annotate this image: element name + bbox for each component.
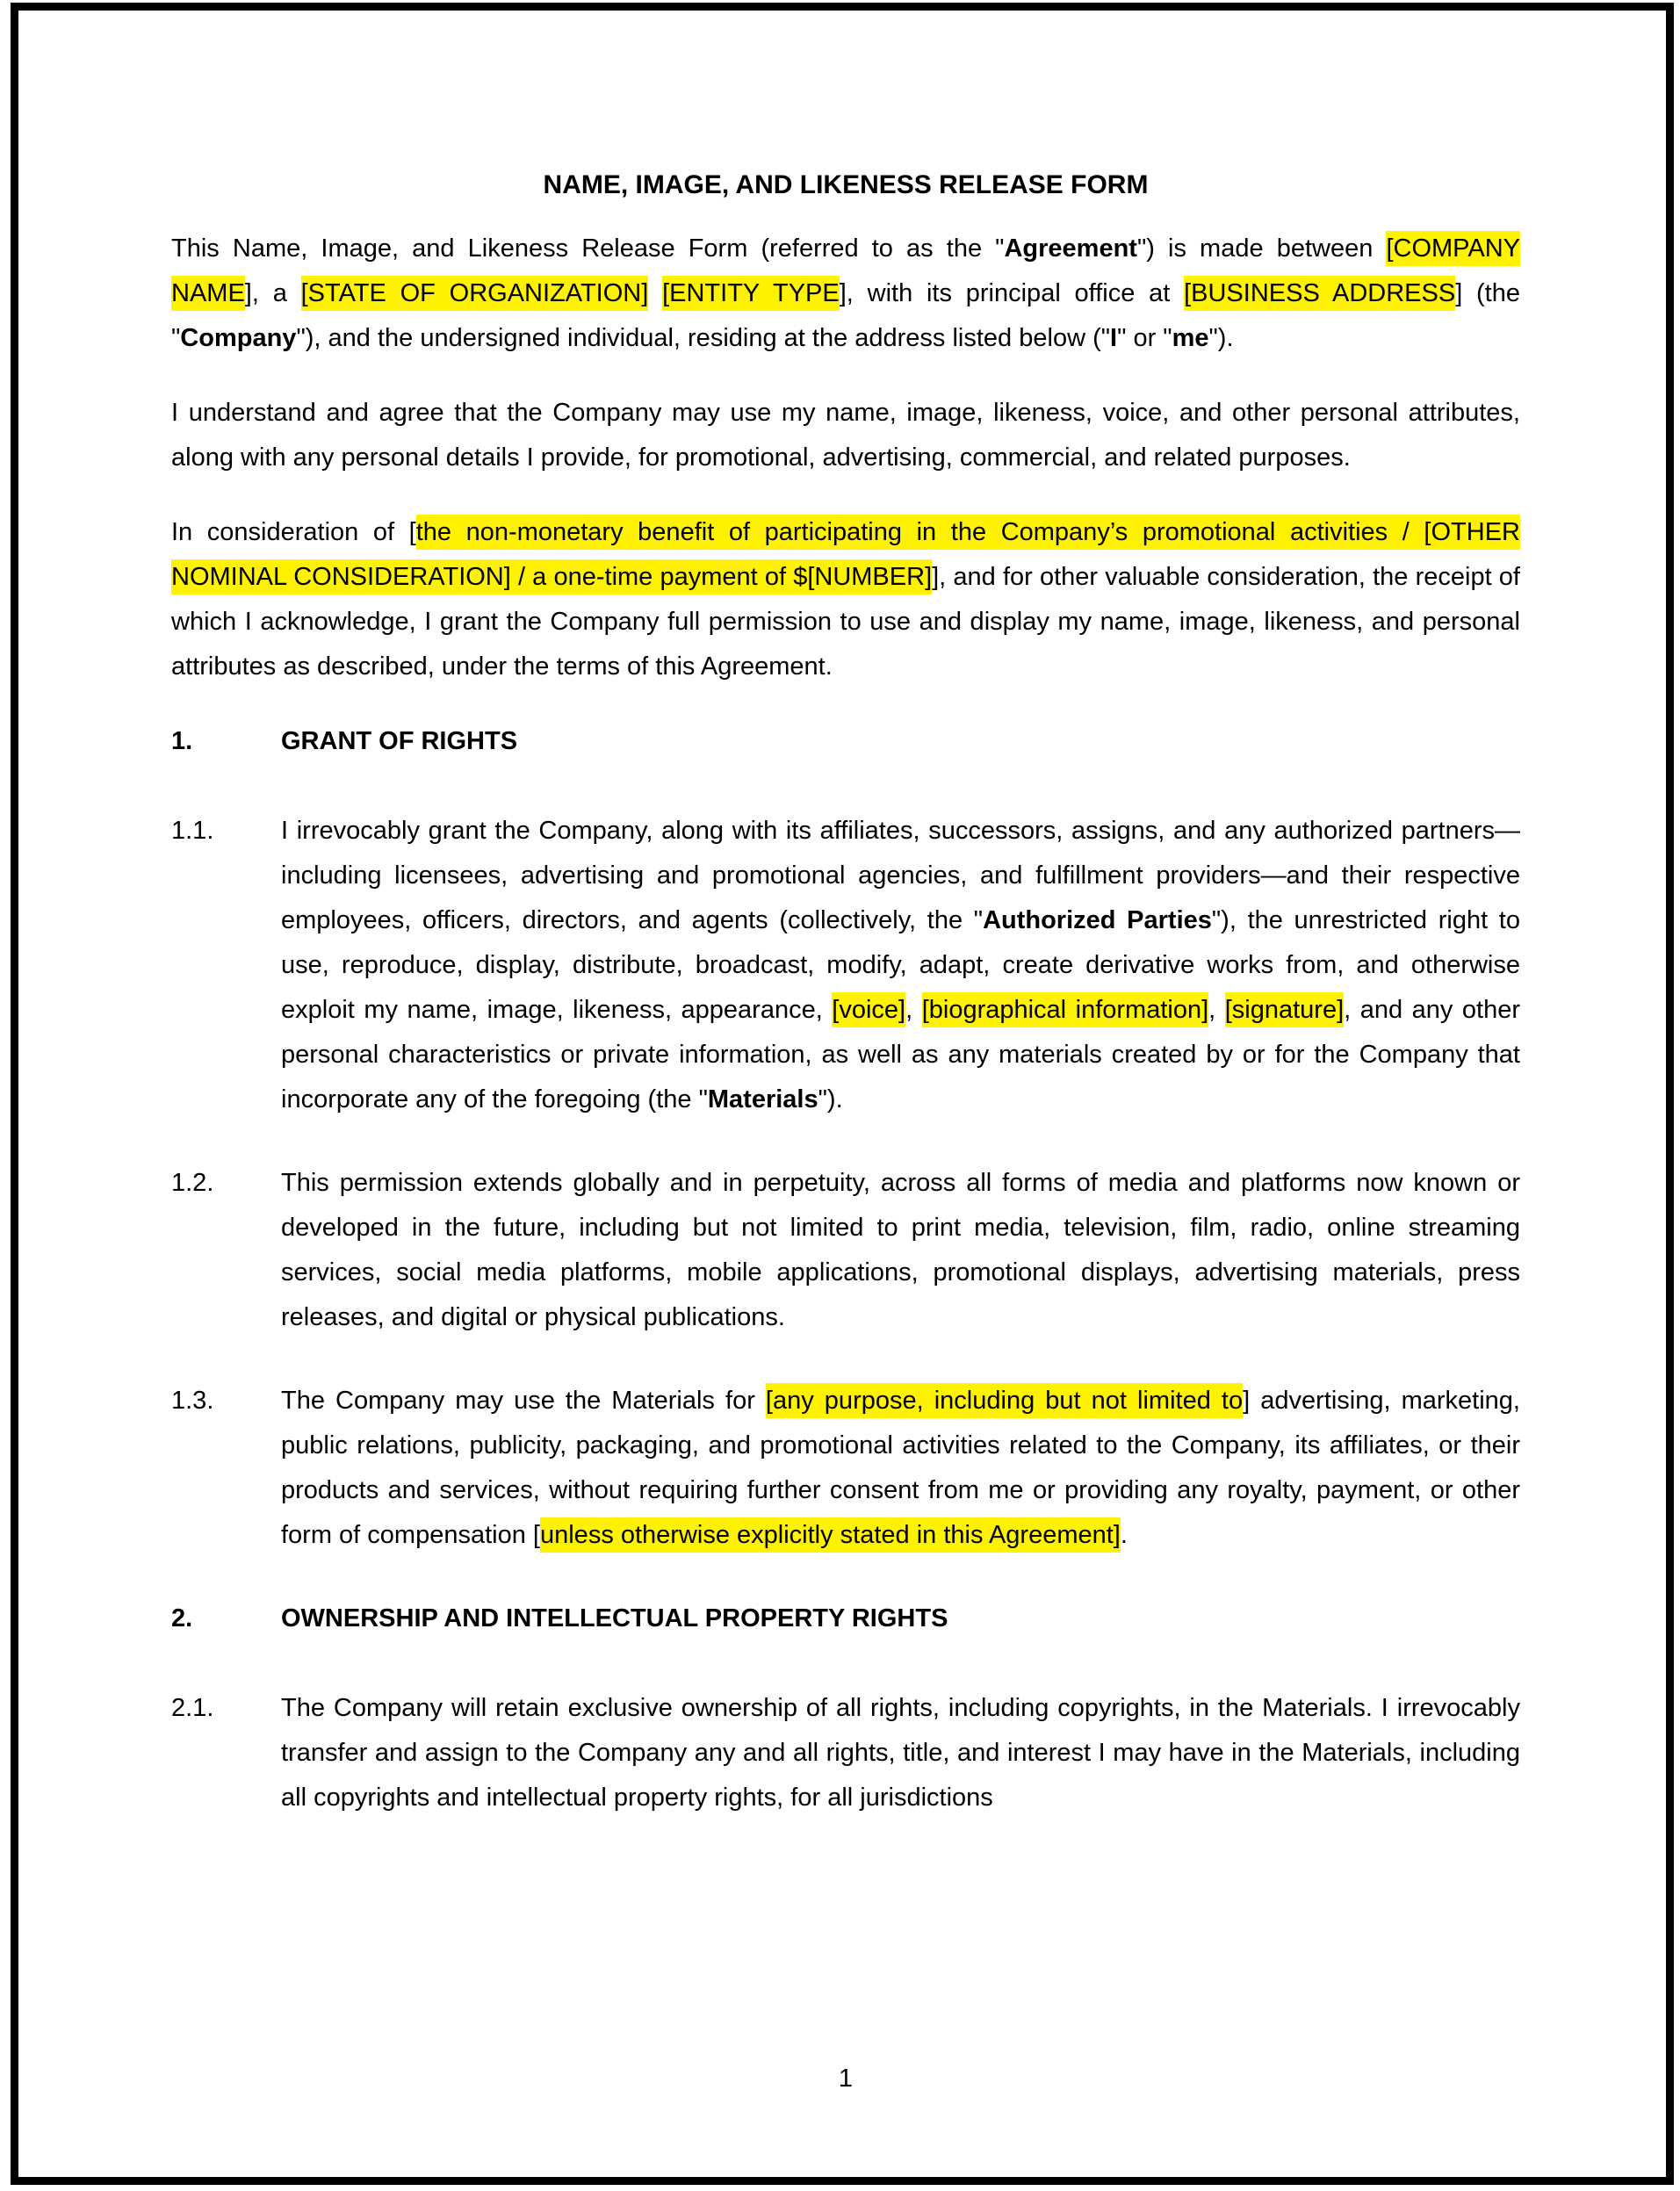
text-run: "). <box>1208 324 1234 352</box>
clause-number: 1.3. <box>171 1387 214 1415</box>
text-run: ] (the " <box>171 279 1520 352</box>
defined-term-agreement: Agreement <box>1004 234 1137 263</box>
text-run: ], a <box>244 279 301 307</box>
text-run: ], with its principal office at <box>839 279 1185 307</box>
clause-text <box>281 809 1520 1122</box>
clause-number: 1.1. <box>171 817 214 845</box>
placeholder-state-of-organization: [STATE OF ORGANIZATION] <box>301 276 649 311</box>
text-run: ], and for other valuable consideration, the receipt of which I acknowledge, I grant the Company full permission to use and display my name, image, likeness, and personal attributes as described, under the terms of this Agreement. <box>171 563 1520 681</box>
text-run: The Company may use the Materials for <box>281 1387 766 1415</box>
section-ownership-ip-rights <box>171 1596 1520 1820</box>
placeholder-any-purpose: [any purpose, including but not limited to <box>766 1383 1243 1418</box>
section-heading-text: OWNERSHIP AND INTELLECTUAL PROPERTY RIGHTS <box>281 1604 948 1632</box>
defined-term-materials: Materials <box>707 1085 818 1114</box>
text-run: This permission extends globally and in perpetuity, across all forms of media and platforms now known or developed in the future, including but not limited to print media, television, film, radio, online streaming services, social media platforms, mobile applications, promotional displays, advertising materials, press releases, and digital or physical publications. <box>281 1169 1520 1331</box>
section-2-heading <box>171 1596 1520 1641</box>
intro-paragraph-3 <box>171 510 1520 689</box>
text-run <box>648 279 662 307</box>
text-run: "). <box>818 1085 843 1114</box>
text-run: , <box>1208 996 1225 1024</box>
defined-term-authorized-parties: Authorized Parties <box>983 906 1212 934</box>
defined-term-company: Company <box>180 324 297 352</box>
text-run: I understand and agree that the Company may use my name, image, likeness, voice, and other personal attributes, along with any personal details I provide, for promotional, advertising, commercial, and related purposes. <box>171 399 1520 472</box>
text-run: "), and the undersigned individual, residing at the address listed below (" <box>296 324 1111 352</box>
text-run: I irrevocably grant the Company, along with its affiliates, successors, assigns, and any authorized partners—including licensees, advertising and promotional agencies, and fulfillment providers—and their respective employees, officers, directors, and agents (collectively, the " <box>281 817 1520 934</box>
clause-1-2 <box>171 1161 1520 1340</box>
clause-text <box>281 1379 1520 1558</box>
placeholder-signature: [signature] <box>1225 992 1344 1027</box>
placeholder-unless-stated: unless otherwise explicitly stated in this Agreement] <box>540 1517 1121 1553</box>
text-run: The Company will retain exclusive ownership of all rights, including copyrights, in the Materials. I irrevocably transfer and assign to the Company any and all rights, title, and interest I may have in the Materials, including all copyrights and intellectual property rights, for all jurisdictions <box>281 1694 1520 1812</box>
text-run: ") is made between <box>1136 234 1387 263</box>
section-1-heading <box>171 719 1520 764</box>
placeholder-biographical-information: [biographical information] <box>922 992 1208 1027</box>
text-run: , <box>905 996 922 1024</box>
text-run: In consideration of [ <box>171 518 416 546</box>
text-run: ] advertising, marketing, public relations, publicity, packaging, and promotional activities related to the Company, its affiliates, or their products and services, without requiring further consent from me or providing any royalty, payment, or other form of compensation [ <box>281 1387 1520 1549</box>
placeholder-consideration: the non-monetary benefit of participating in the Company’s promotional activities / [OTHER NOMINAL CONSIDERATION] / a one-time payment of $[NUMBER] <box>171 515 1520 595</box>
clause-text <box>281 1686 1520 1820</box>
section-number: 2. <box>171 1604 193 1632</box>
placeholder-entity-type: [ENTITY TYPE <box>662 276 840 311</box>
text-run: This Name, Image, and Likeness Release Form (referred to as the " <box>171 234 1005 263</box>
placeholder-company-name: [COMPANY NAME <box>171 231 1520 311</box>
clause-1-3 <box>171 1379 1520 1558</box>
clause-number: 2.1. <box>171 1694 214 1722</box>
clause-number: 1.2. <box>171 1169 214 1197</box>
page-title: NAME, IMAGE, AND LIKENESS RELEASE FORM <box>543 170 1149 199</box>
section-number: 1. <box>171 727 193 755</box>
intro-paragraph-2 <box>171 391 1520 480</box>
text-run: " or " <box>1117 324 1172 352</box>
clause-2-1 <box>171 1686 1520 1820</box>
text-run: . <box>1120 1521 1128 1549</box>
clause-1-1 <box>171 809 1520 1122</box>
section-heading-text: GRANT OF RIGHTS <box>281 727 518 755</box>
page-number: 1 <box>838 2065 854 2093</box>
clause-text <box>281 1161 1520 1340</box>
placeholder-business-address: [BUSINESS ADDRESS <box>1184 276 1455 311</box>
placeholder-voice: [voice] <box>832 992 905 1027</box>
text-run: "), the unrestricted right to use, reproduce, display, distribute, broadcast, modify, adapt, create derivative works from, and otherwise exploit my name, image, likeness, appearance, <box>281 906 1520 1024</box>
defined-term-me: me <box>1172 324 1209 352</box>
intro-paragraph-1 <box>171 227 1520 361</box>
document-page <box>171 0 1520 1859</box>
text-run: , and any other personal characteristics or private information, as well as any materials created by or for the Company that incorporate any of the foregoing (the " <box>281 996 1520 1114</box>
section-grant-of-rights <box>171 719 1520 1558</box>
defined-term-i: I <box>1110 324 1118 352</box>
